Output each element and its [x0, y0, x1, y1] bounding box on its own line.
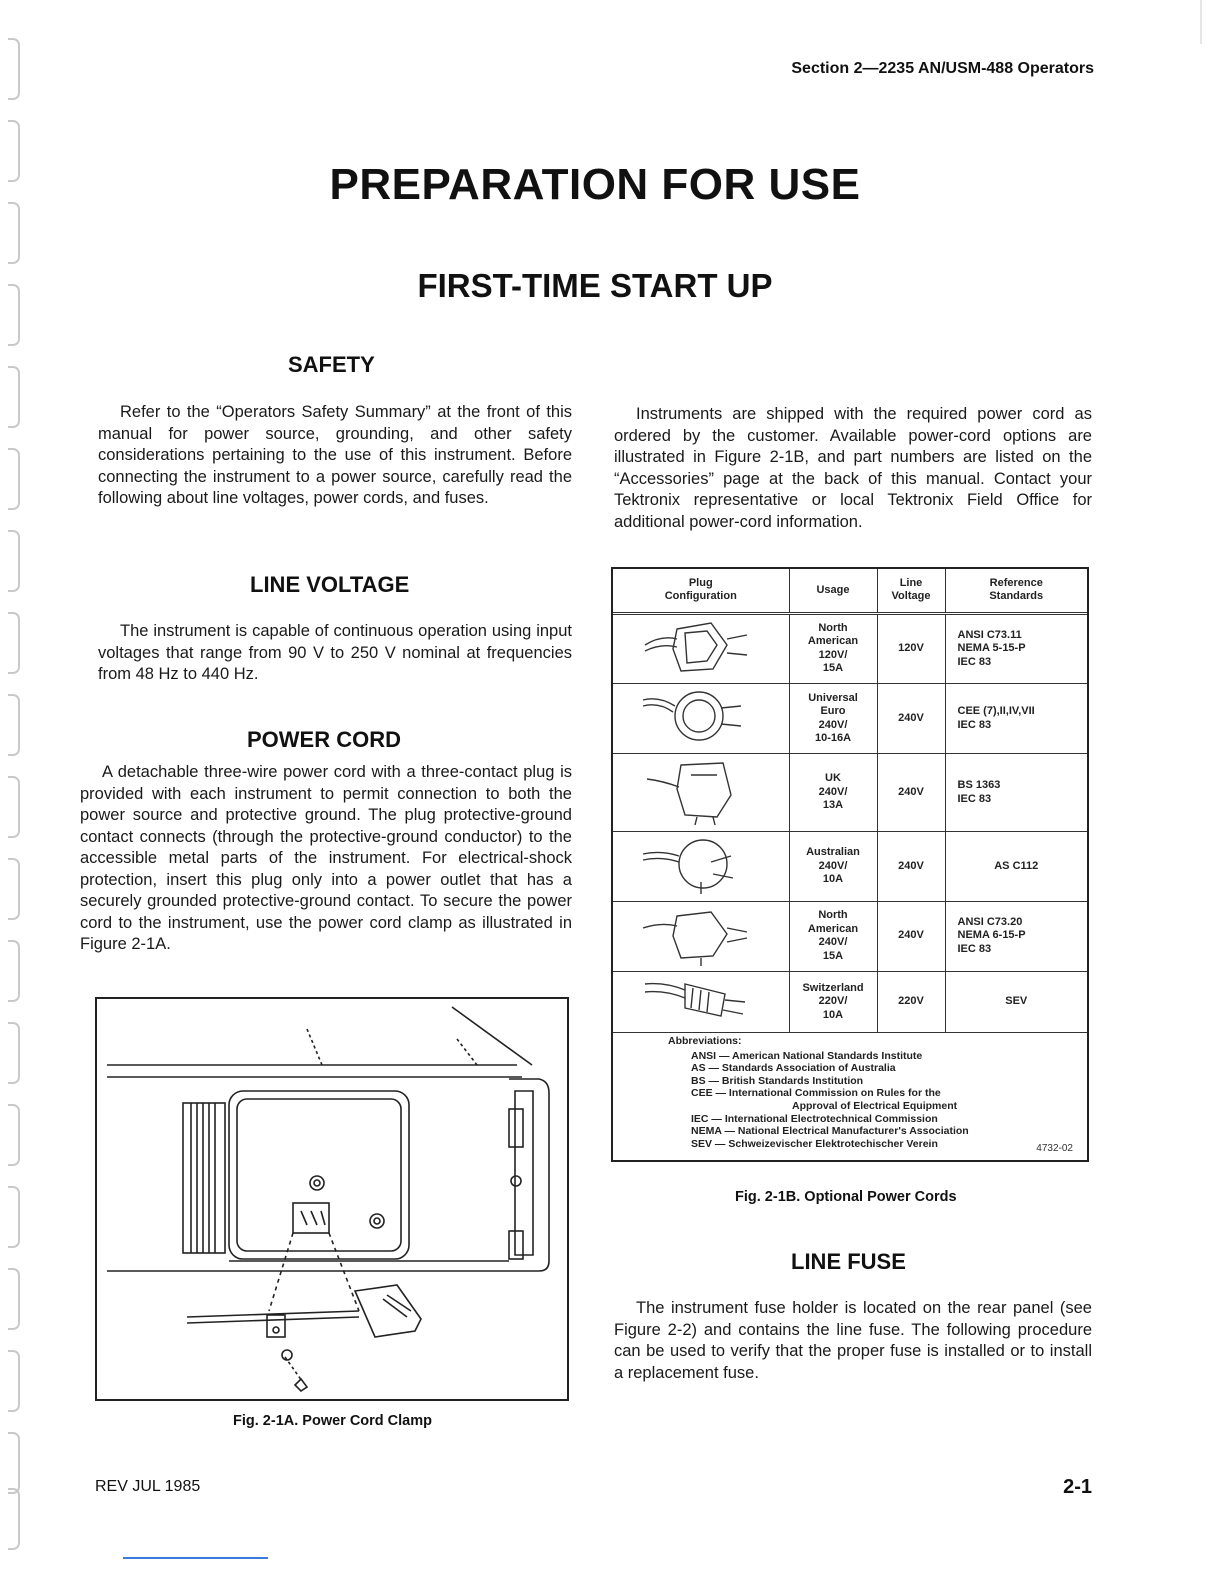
abbreviation-item: CEE — International Commission on Rules for the: [691, 1087, 941, 1100]
abbreviation-item: NEMA — National Electrical Manufacturer's Association: [691, 1125, 969, 1138]
binder-ring: [8, 1432, 20, 1494]
binder-ring: [8, 366, 20, 428]
usage-cell: North American 240V/ 15A: [789, 901, 877, 971]
power-cord-paragraph: A detachable three-wire power cord with a three-contact plug is provided with each instrument to permit connection to both the power source and protective ground. The plug protective-ground contact connects (through the protective-ground conductor) to the accessible metal parts of the instrument. For electrical-shock protection, insert this plug only into a power outlet that has a securely grounded protective-ground contact. To secure the power cord to the instrument, use the power cord clamp as illustrated in Figure 2-1A.: [80, 763, 572, 953]
voltage-cell: 240V: [877, 901, 945, 971]
plug-cell: [613, 901, 789, 971]
power-cords-table: [611, 567, 1089, 1162]
column-header-voltage: Line Voltage: [877, 569, 945, 613]
table-header-row: [613, 569, 1087, 613]
column-header-standards: Reference Standards: [945, 569, 1087, 613]
scan-edge: [1200, 0, 1202, 44]
revision-date: REV JUL 1985: [95, 1478, 201, 1495]
table-row: [613, 684, 1087, 754]
north-american-240v-plug-icon: [641, 902, 761, 966]
usage-cell: Switzerland 220V/ 10A: [789, 971, 877, 1033]
power-cord-heading: POWER CORD: [247, 727, 401, 752]
column-header-plug: Plug Configuration: [613, 569, 789, 613]
standards-cell: AS C112: [945, 832, 1087, 902]
usage-cell: North American 120V/ 15A: [789, 613, 877, 684]
voltage-cell: 240V: [877, 832, 945, 902]
binder-ring: [8, 612, 20, 674]
uk-plug-icon: [641, 755, 761, 825]
standards-cell: SEV: [945, 971, 1087, 1033]
safety-heading: SAFETY: [288, 352, 375, 377]
section-header: Section 2—2235 AN/USM-488 Operators: [791, 60, 1094, 77]
table-row: [613, 613, 1087, 684]
line-voltage-heading: LINE VOLTAGE: [250, 572, 410, 597]
usage-cell: Universal Euro 240V/ 10-16A: [789, 684, 877, 754]
power-cord-options-paragraph: Instruments are shipped with the required power cord as ordered by the customer. Available power-cord options are illustrated in Figure 2-1B, and part numbers are listed on the “Accessories” page at the back of this manual. Contact your Tektronix representative or local Tektronix Field Office for additional power-cord information.: [614, 405, 1092, 531]
plug-cell: [613, 613, 789, 684]
binder-ring: [8, 858, 20, 920]
line-fuse-paragraph: The instrument fuse holder is located on the rear panel (see Figure 2-2) and contains the line fuse. The following procedure can be used to verify that the proper fuse is installed or to install a replacement fuse.: [614, 1299, 1092, 1382]
figure-b-caption: Fig. 2-1B. Optional Power Cords: [735, 1189, 957, 1205]
binder-ring: [8, 448, 20, 510]
page-subtitle: FIRST-TIME START UP: [417, 267, 773, 304]
universal-euro-plug-icon: [641, 684, 761, 748]
binder-ring: [8, 694, 20, 756]
binder-ring: [8, 1268, 20, 1330]
plug-cell: [613, 754, 789, 832]
voltage-cell: 240V: [877, 684, 945, 754]
power-cord-clamp-figure: [95, 997, 569, 1401]
abbreviation-continued: Approval of Electrical Equipment: [792, 1099, 958, 1112]
binder-ring: [8, 776, 20, 838]
north-american-120v-plug-icon: [641, 615, 761, 679]
usage-cell: Australian 240V/ 10A: [789, 832, 877, 902]
plug-cell: [613, 832, 789, 902]
power-cord-clamp-drawing-icon: [97, 999, 567, 1399]
voltage-cell: 220V: [877, 971, 945, 1033]
line-voltage-paragraph: The instrument is capable of continuous operation using input voltages that range from 90 V to 250 V nominal at frequencies from 48 Hz to 440 Hz.: [98, 622, 572, 683]
binder-ring: [8, 1186, 20, 1248]
standards-cell: CEE (7),II,IV,VII IEC 83: [945, 684, 1087, 754]
binder-ring: [8, 1104, 20, 1166]
abbreviation-item: ANSI — American National Standards Institute: [691, 1049, 923, 1062]
switzerland-plug-icon: [641, 972, 761, 1028]
page-title: PREPARATION FOR USE: [329, 160, 861, 209]
table-row: [613, 754, 1087, 832]
table-row: [613, 901, 1087, 971]
australian-plug-icon: [641, 832, 761, 896]
abbreviations-list: [668, 1035, 969, 1150]
abbreviation-item: SEV — Schweizevischer Elektrotechischer Verein: [691, 1137, 938, 1150]
figure-code: 4732-02: [1036, 1143, 1073, 1154]
binder-ring: [8, 1022, 20, 1084]
voltage-cell: 120V: [877, 613, 945, 684]
line-fuse-heading: LINE FUSE: [791, 1249, 906, 1274]
binder-ring: [8, 38, 20, 100]
abbreviation-item: AS — Standards Association of Australia: [691, 1062, 896, 1075]
standards-cell: ANSI C73.20 NEMA 6-15-P IEC 83: [945, 901, 1087, 971]
voltage-cell: 240V: [877, 754, 945, 832]
binder-ring: [8, 940, 20, 1002]
binder-ring: [8, 202, 20, 264]
abbreviation-item: BS — British Standards Institution: [691, 1074, 864, 1087]
binder-ring: [8, 1488, 20, 1550]
plug-cell: [613, 684, 789, 754]
table-row: [613, 971, 1087, 1033]
binder-ring: [8, 530, 20, 592]
scan-artifact-line: [123, 1557, 268, 1559]
table-row: [613, 832, 1087, 902]
abbreviations-title: Abbreviations:: [668, 1035, 742, 1047]
standards-cell: BS 1363 IEC 83: [945, 754, 1087, 832]
page-number: 2-1: [1063, 1476, 1092, 1498]
standards-cell: ANSI C73.11 NEMA 5-15-P IEC 83: [945, 613, 1087, 684]
figure-a-caption: Fig. 2-1A. Power Cord Clamp: [233, 1413, 432, 1429]
abbreviation-item: IEC — International Electrotechnical Commission: [691, 1112, 938, 1125]
binder-ring: [8, 1350, 20, 1412]
usage-cell: UK 240V/ 13A: [789, 754, 877, 832]
binder-holes: [6, 30, 40, 1560]
safety-paragraph: Refer to the “Operators Safety Summary” at the front of this manual for power source, grounding, and other safety considerations pertaining to the use of this instrument. Before connecting the instrument to a power source, carefully read the following about line voltages, power cords, and fuses.: [98, 403, 572, 507]
plug-cell: [613, 971, 789, 1033]
column-header-usage: Usage: [789, 569, 877, 613]
